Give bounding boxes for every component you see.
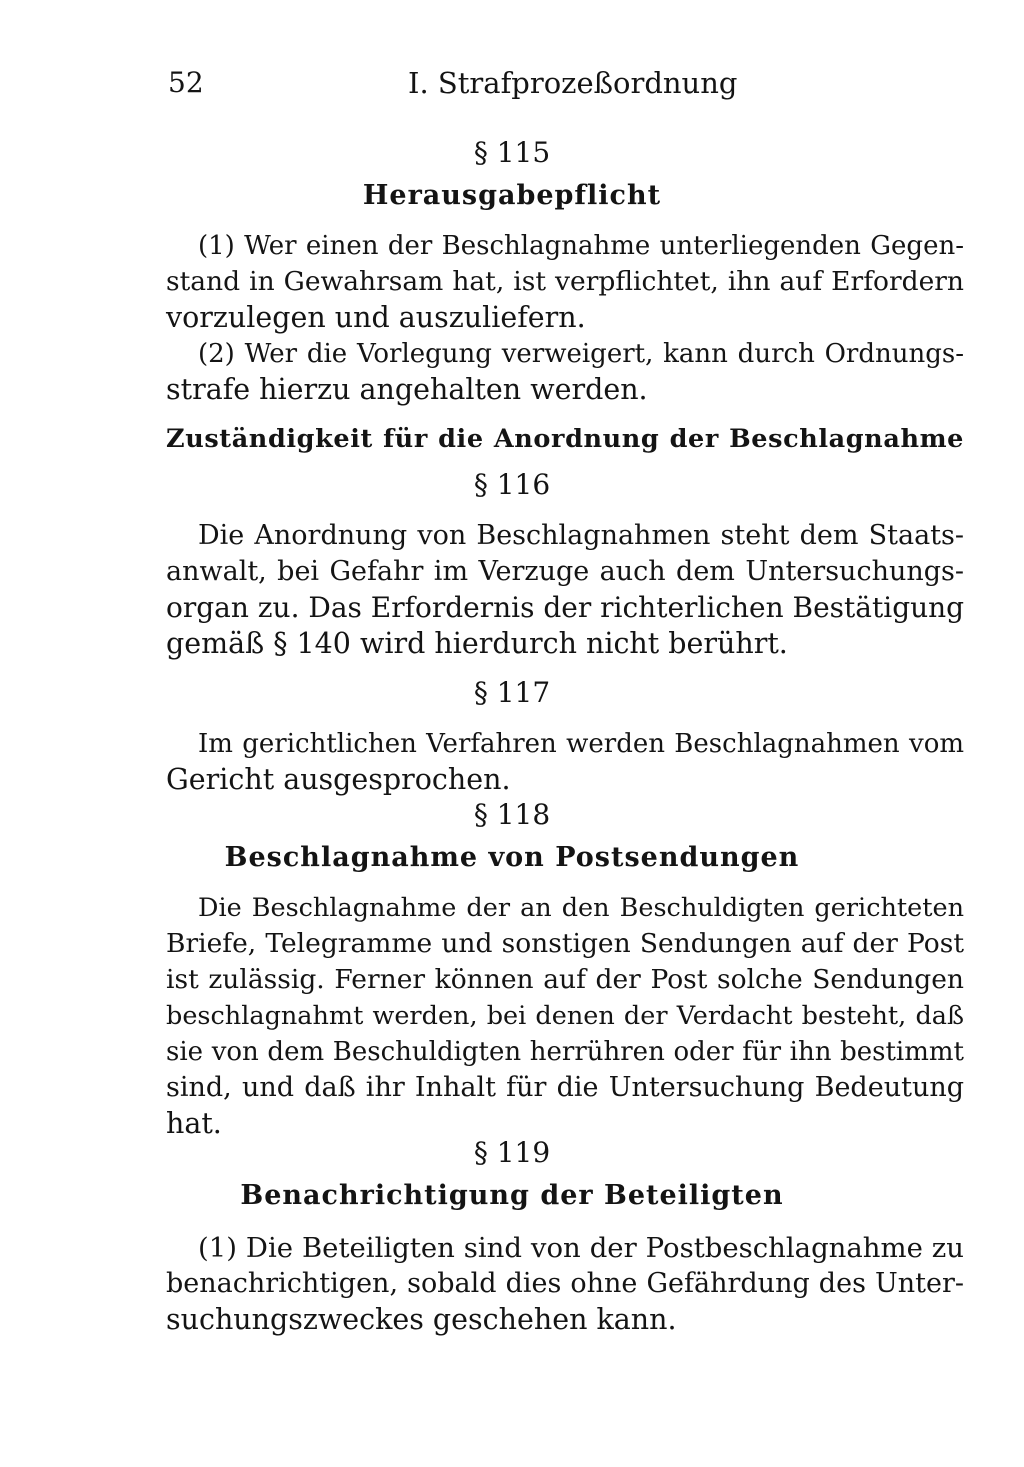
text-line: stand in Gewahrsam hat, ist verpflichtet, ihn auf Erfordern [166,266,964,297]
running-title: I. Strafprozeßordnung [408,66,738,100]
text-line: beschlagnahmt werden, bei denen der Verdacht besteht, daß [166,1001,964,1031]
text-line: ist zulässig. Ferner können auf der Post solche Sendungen [166,964,964,995]
running-head [168,66,968,106]
text-line: gemäß § 140 wird hierdurch nicht berührt. [166,627,788,660]
text-line: organ zu. Das Erfordernis der richterlichen Bestätigung [166,591,965,624]
text-line: Im gerichtlichen Verfahren werden Beschlagnahmen vom [198,729,964,759]
text-line: anwalt, bei Gefahr im Verzuge auch dem Untersuchungs- [166,556,964,587]
section-title-119: Benachrichtigung der Beteiligten [240,1180,784,1211]
text-line: Die Anordnung von Beschlagnahmen steht dem Staats- [198,520,964,551]
text-line: vorzulegen und auszuliefern. [166,301,586,334]
text-line: (1) Wer einen der Beschlagnahme unterliegenden Gegen- [198,231,964,261]
text-line: (1) Die Beteiligten sind von der Postbeschlagnahme zu [198,1232,964,1264]
text-line: Briefe, Telegramme und sonstigen Sendungen auf der Post [166,928,964,959]
text-line: benachrichtigen, sobald dies ohne Gefährdung des Unter- [166,1268,964,1299]
text-line: suchungszweckes geschehen kann. [166,1303,677,1336]
text-line: Gericht ausgesprochen. [166,763,511,796]
page-number: 52 [168,66,204,99]
section-number-117: § 117 [473,676,551,709]
text-line: Die Beschlagnahme der an den Beschuldigten gerichteten [198,893,964,923]
text-line: sind, und daß ihr Inhalt für die Untersuchung Bedeutung [166,1072,964,1103]
text-line: (2) Wer die Vorlegung verweigert, kann durch Ordnungs- [198,339,964,369]
text-line: sie von dem Beschuldigten herrühren oder für ihn bestimmt [166,1037,964,1067]
section-heading-116: Zuständigkeit für die Anordnung der Beschlagnahme [166,424,964,454]
section-title-118: Beschlagnahme von Postsendungen [224,842,800,873]
text-line: strafe hierzu angehalten werden. [166,373,648,406]
section-number-116: § 116 [473,468,551,501]
section-title-115: Herausgabepflicht [362,180,662,211]
section-number-115: § 115 [473,136,551,169]
text-line: hat. [166,1107,222,1140]
section-number-118: § 118 [473,798,551,831]
section-number-119: § 119 [473,1136,551,1169]
